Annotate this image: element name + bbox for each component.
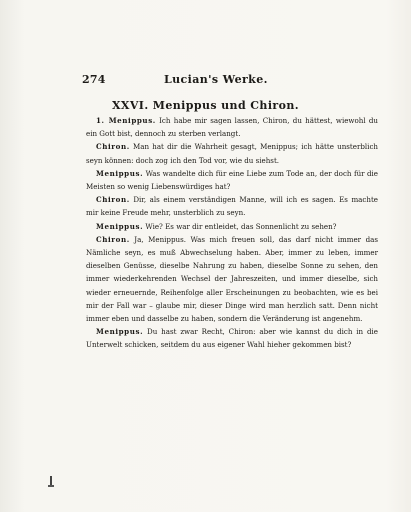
page-header [82,73,271,87]
paragraph-text: Was wandelte dich für eine Liebe zum Tode an, der doch für die Meisten so wenig Liebenswürdiges hat? [86,168,378,192]
paragraph [86,220,378,233]
paragraph-text: Du hast zwar Recht, Chiron: aber wie kannst du dich in die Unterwelt schicken, seitdem du aus eigener Wahl hieher gekommen bist? [86,327,378,350]
paragraph-text: Man hat dir die Wahrheit gesagt, Menippus; ich hätte unsterblich seyn können: doch zog ich den Tod vor, wie du siehst. [86,142,378,165]
paragraph-text: Dir, als einem verständigen Manne, will ich es sagen. Es machte mir keine Freude mehr, unsterblich zu seyn. [86,195,378,218]
margin-mark-base [48,485,54,487]
speaker-name: Menippus. [96,327,144,337]
speaker-name: Menippus. [96,221,144,231]
paragraph [86,167,378,193]
paragraph-text: Wie? Es war dir entleidet, das Sonnenlicht zu sehen? [143,221,337,231]
speaker-name: Chiron. [96,234,130,244]
running-head: Lucian's Werke. [164,73,268,86]
speaker-name: 1. Menippus. [96,116,156,125]
page-number: 274 [82,73,106,86]
paragraph [86,325,378,351]
paragraph [86,140,378,166]
paragraph [86,114,378,140]
paragraph [86,233,378,325]
paragraph-text: Ich habe mir sagen lassen, Chiron, du hättest, wiewohl du ein Gott bist, dennoch zu sterben verlangt. [86,116,378,139]
speaker-name: Chiron. [96,142,130,152]
paragraph-text: Ja, Menippus. Was mich freuen soll, das darf nicht immer das Nämliche seyn, es muß Abwechselung haben. Aber, immer zu leben, immer dieselben Genüsse, dieselbe Nahrung zu haben, dieselbe Sonne zu sehen, den immer wiederkehrenden Wechsel der Jahreszeiten, und immer dieselbe, sich wieder erneuernde, Reihenfolge aller Erscheinungen zu beobachten, wie es bei mir der Fall war – glaube mir, dieser Dinge wird man herzlich satt. Denn nicht immer eben und dasselbe zu haben, sondern die Veränderung ist angenehm. [86,234,378,324]
section-title: XXVI. Menippus und Chiron. [112,99,299,112]
speaker-name: Menippus. [96,168,144,178]
paragraph [86,193,378,219]
speaker-name: Chiron. [96,195,130,205]
dialogue-body [86,114,378,352]
